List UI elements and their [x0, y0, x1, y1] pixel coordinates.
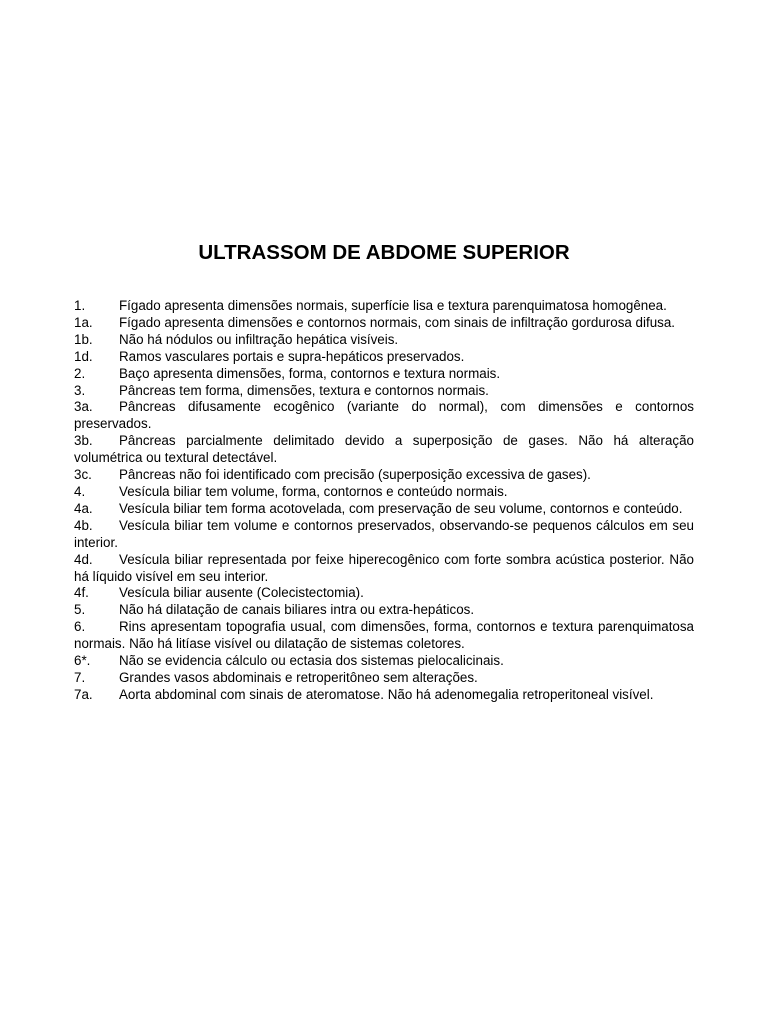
finding-number: 4a. [74, 500, 93, 516]
finding-text: Não há dilatação de canais biliares intra ou extra-hepáticos. [119, 602, 475, 618]
finding-item [74, 366, 694, 383]
finding-number: 1b. [74, 331, 93, 347]
finding-number: 3b. [74, 433, 93, 449]
finding-item [74, 349, 694, 366]
finding-number: 4f. [74, 585, 89, 601]
finding-text: Não se evidencia cálculo ou ectasia dos sistemas pielocalicinais. [119, 653, 504, 669]
finding-text: Vesícula biliar ausente (Colecistectomia). [119, 585, 364, 601]
finding-number: 5. [74, 602, 86, 618]
finding-item [74, 501, 694, 518]
finding-text: Vesícula biliar tem volume, forma, contornos e conteúdo normais. [119, 483, 508, 499]
finding-item [74, 670, 694, 687]
finding-text: Pâncreas parcialmente delimitado devido a superposição de gases. Não há alteração volumétrica ou textural detectável. [74, 433, 694, 466]
finding-item [74, 315, 694, 332]
finding-text: Grandes vasos abdominais e retroperitôneo sem alterações. [119, 669, 478, 685]
finding-item [74, 687, 694, 704]
finding-text: Fígado apresenta dimensões e contornos normais, com sinais de infiltração gordurosa difusa. [119, 314, 676, 330]
report-title: ULTRASSOM DE ABDOME SUPERIOR [198, 241, 570, 264]
finding-number: 3. [74, 382, 86, 398]
finding-item [74, 399, 694, 433]
finding-item [74, 467, 694, 484]
finding-number: 6*. [74, 653, 91, 669]
finding-text: Pâncreas tem forma, dimensões, textura e contornos normais. [119, 382, 489, 398]
finding-text: Rins apresentam topografia usual, com dimensões, forma, contornos e textura parenquimatosa normais. Não há litíase visível ou dilatação de sistemas coletores. [74, 619, 694, 652]
finding-number: 1a. [74, 314, 93, 330]
finding-text: Vesícula biliar representada por feixe hiperecogênico com forte sombra acústica posterior. Não há líquido visível em seu interior. [74, 551, 694, 584]
finding-item [74, 619, 694, 653]
finding-number: 2. [74, 365, 86, 381]
finding-text: Baço apresenta dimensões, forma, contornos e textura normais. [119, 365, 501, 381]
findings-list [74, 298, 694, 704]
finding-text: Pâncreas difusamente ecogênico (variante do normal), com dimensões e contornos preservados. [74, 399, 694, 432]
finding-item [74, 484, 694, 501]
finding-number: 1d. [74, 348, 93, 364]
finding-item [74, 332, 694, 349]
finding-item [74, 383, 694, 400]
finding-text: Vesícula biliar tem volume e contornos preservados, observando-se pequenos cálculos em seu interior. [74, 517, 694, 550]
finding-number: 3c. [74, 467, 92, 483]
finding-number: 4d. [74, 551, 93, 567]
finding-text: Ramos vasculares portais e supra-hepáticos preservados. [119, 348, 465, 364]
finding-text: Fígado apresenta dimensões normais, superfície lisa e textura parenquimatosa homogênea. [119, 298, 667, 313]
finding-number: 3a. [74, 399, 93, 415]
finding-item [74, 518, 694, 552]
finding-text: Não há nódulos ou infiltração hepática visíveis. [119, 331, 399, 347]
finding-number: 7a. [74, 686, 93, 702]
finding-item [74, 653, 694, 670]
finding-item [74, 552, 694, 586]
finding-item [74, 602, 694, 619]
finding-text: Aorta abdominal com sinais de ateromatose. Não há adenomegalia retroperitoneal visível. [119, 686, 654, 702]
finding-number: 6. [74, 619, 86, 635]
finding-item [74, 298, 694, 315]
finding-number: 7. [74, 669, 86, 685]
finding-number: 4. [74, 483, 86, 499]
finding-item [74, 585, 694, 602]
finding-number: 1. [74, 298, 86, 313]
finding-text: Vesícula biliar tem forma acotovelada, com preservação de seu volume, contornos e conteúdo. [119, 500, 683, 516]
finding-item [74, 433, 694, 467]
finding-number: 4b. [74, 517, 93, 533]
finding-text: Pâncreas não foi identificado com precisão (superposição excessiva de gases). [119, 467, 591, 483]
